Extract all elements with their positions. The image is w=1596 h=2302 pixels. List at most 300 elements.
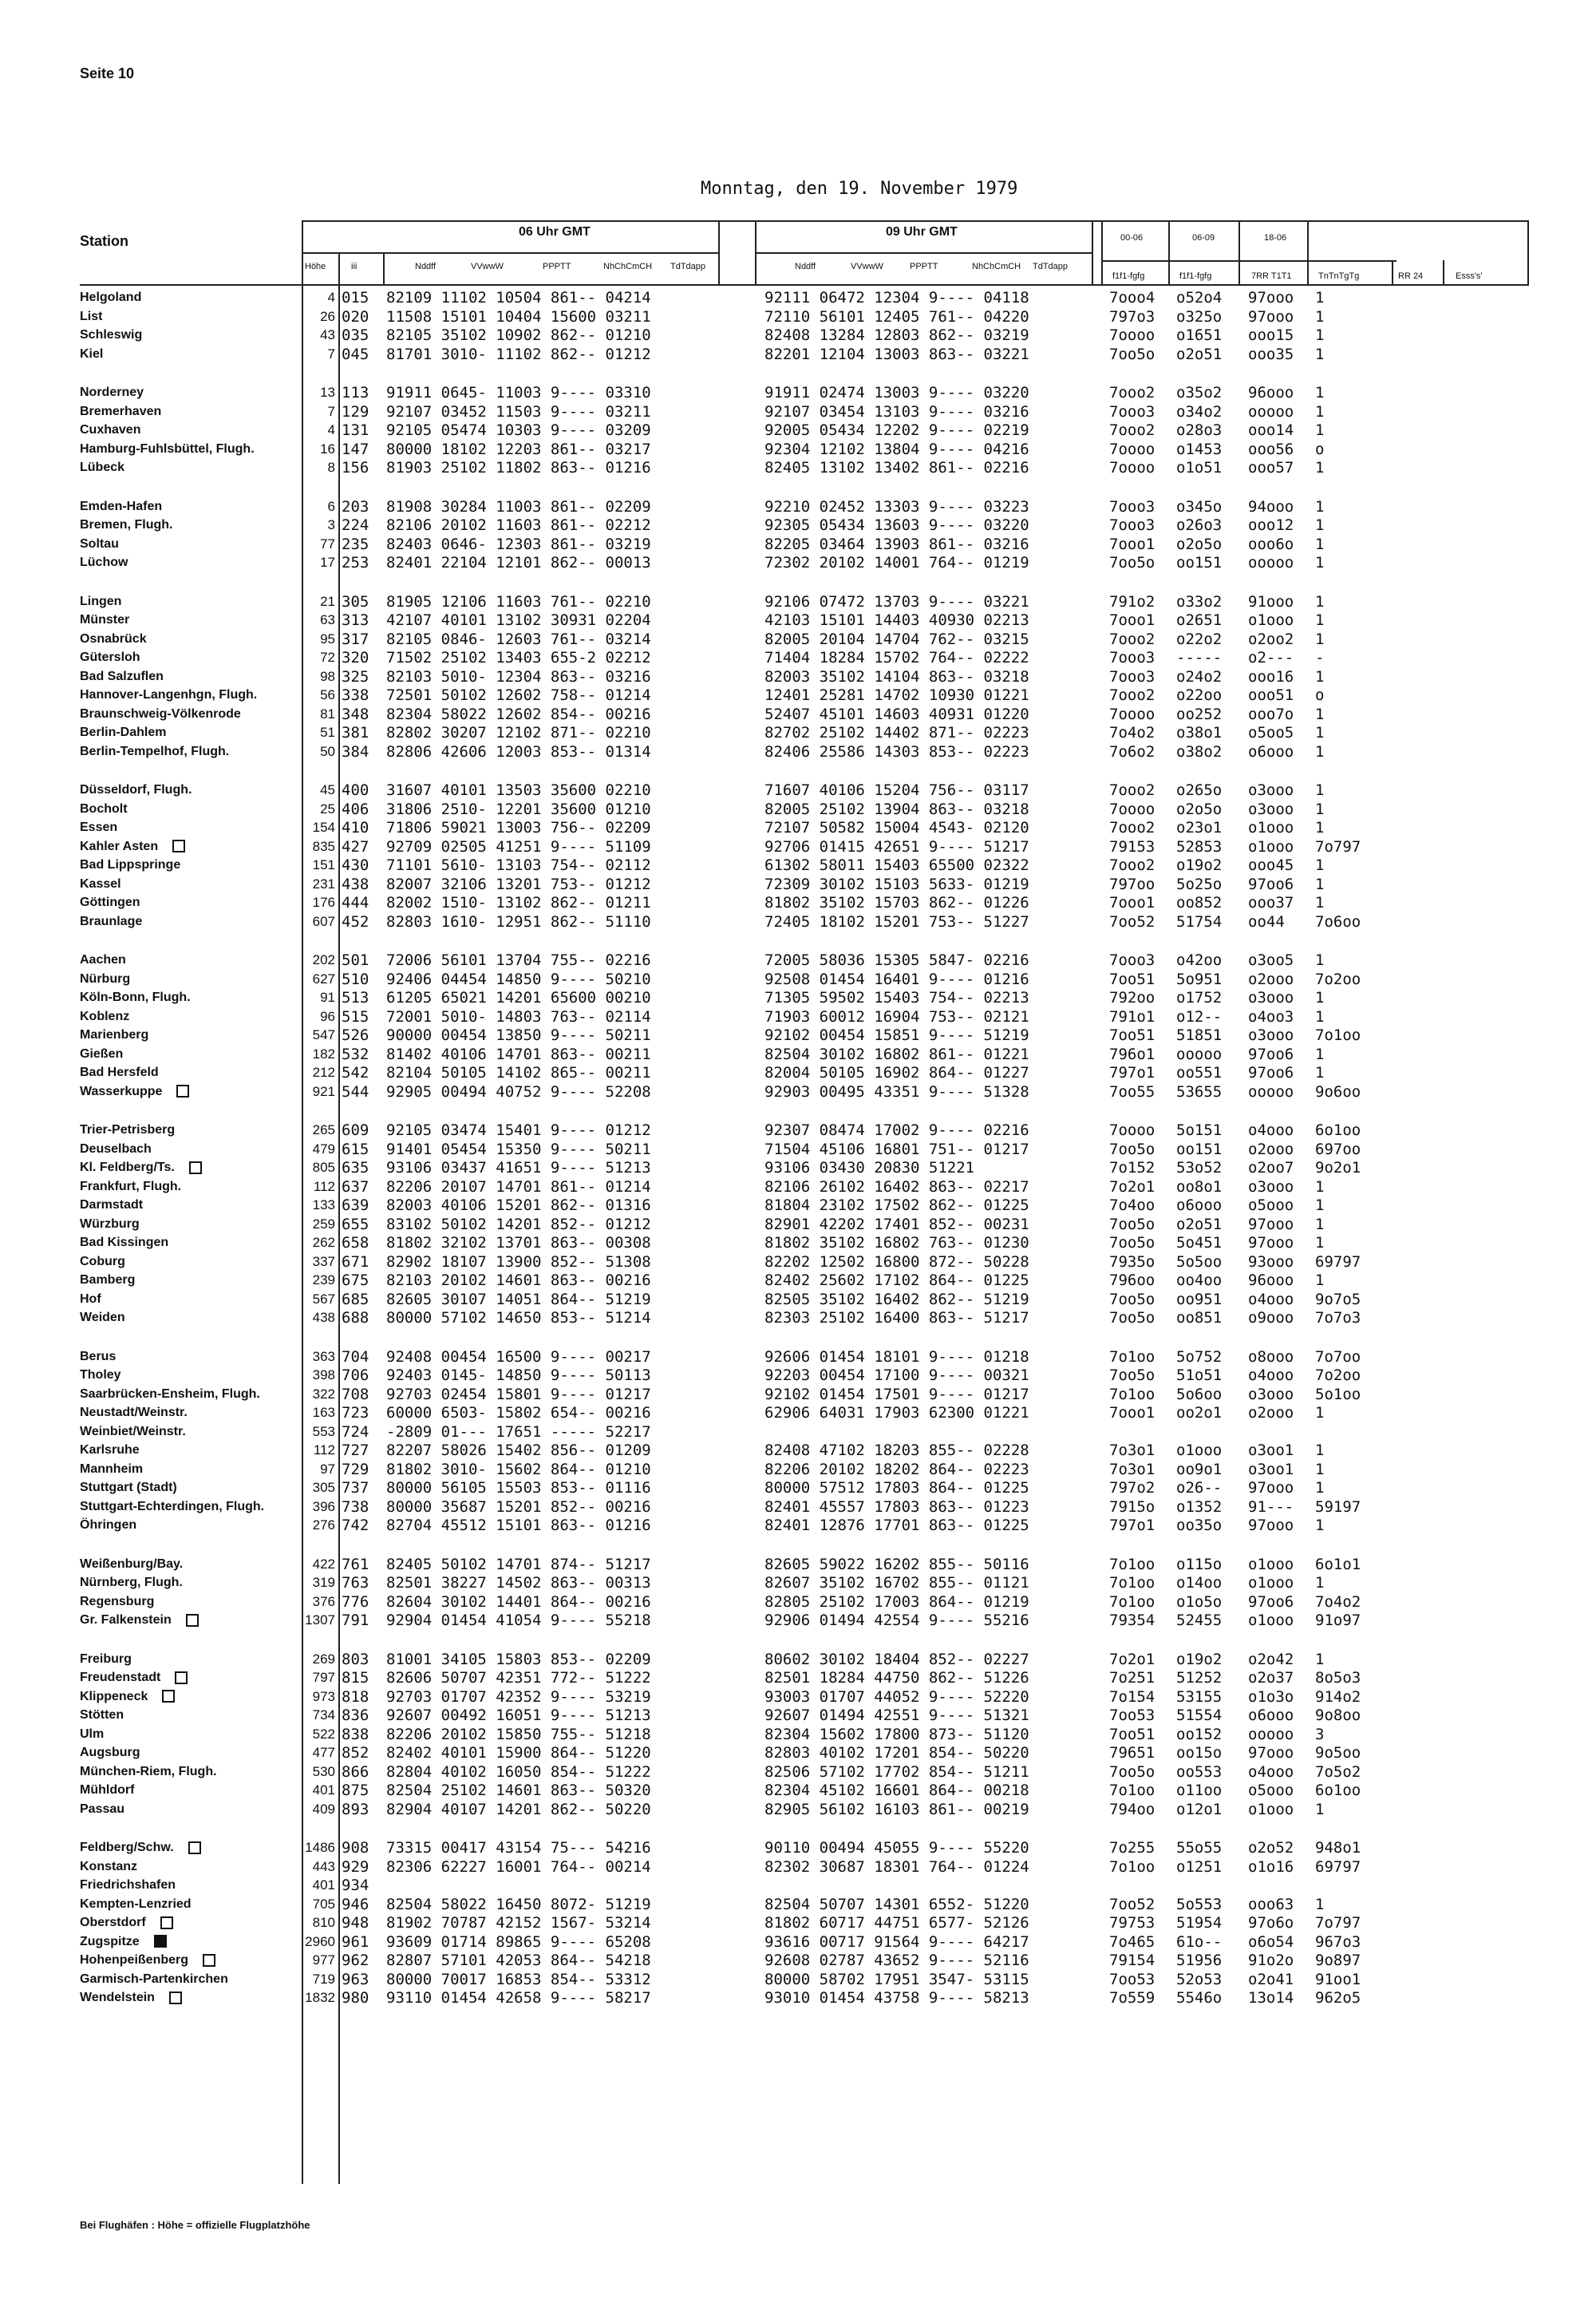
obs-06: [386, 1688, 737, 1706]
group-18-06: [1248, 1839, 1304, 1857]
obs-06-text: 80000 35687 15201 852-- 00216: [386, 1497, 651, 1516]
group-06-09-text: 5o6oo: [1176, 1385, 1223, 1403]
group-extra-text: 7o7oo: [1315, 1347, 1361, 1366]
station-height-text: 363: [312, 1348, 335, 1364]
group-00-06: [1109, 838, 1165, 856]
station-name-text: Gießen: [80, 1046, 124, 1061]
group-06-09-text: o52o4: [1176, 289, 1223, 307]
station-name-text: Wendelstein: [80, 1991, 155, 2004]
station-name: [80, 913, 287, 931]
station-height: [295, 1026, 335, 1044]
group-18-06-text: 93ooo: [1248, 1252, 1294, 1271]
group-06-09-text: o22oo: [1176, 686, 1223, 704]
group-extra-text: o: [1315, 686, 1325, 704]
obs-06: [386, 1971, 737, 1988]
group-extra-text: 1: [1315, 1272, 1325, 1289]
obs-09-text: 81802 35102 15703 862-- 01226: [764, 894, 1029, 912]
station-height: [295, 1801, 335, 1818]
station-name: [80, 1989, 287, 2007]
obs-06: [386, 989, 737, 1007]
station-height-text: 477: [312, 1745, 335, 1760]
table-row: [0, 1121, 1596, 1139]
group-extra-text: 1: [1315, 781, 1325, 799]
station-marker-box-icon: [189, 1161, 202, 1174]
table-row: [0, 1141, 1596, 1158]
group-00-06: [1109, 1574, 1165, 1592]
station-id-text: 791: [342, 1612, 369, 1629]
group-06-09: [1176, 536, 1232, 553]
group-extra-text: 1: [1315, 1574, 1325, 1592]
obs-09-text: 92102 01454 17501 9---- 01217: [764, 1385, 1029, 1403]
group-06-09-text: o345o: [1176, 497, 1223, 516]
station-height-text: 50: [320, 743, 335, 759]
station-name: [80, 1952, 287, 1969]
group-00-06-text: 7oo5o: [1109, 1140, 1156, 1158]
group-18-06: [1248, 1141, 1304, 1158]
station-height: [295, 1272, 335, 1289]
station-id: [342, 913, 380, 931]
station-name-text: Mühldorf: [80, 1783, 135, 1797]
group-06-09-text: oo151: [1176, 1140, 1223, 1158]
station-height: [295, 1159, 335, 1177]
obs-09-text: 52407 45101 14603 40931 01220: [764, 705, 1029, 723]
obs-06-text: 82103 20102 14601 863-- 00216: [386, 1272, 651, 1289]
obs-06: [386, 1612, 737, 1629]
group-06-09: [1176, 876, 1232, 893]
obs-09: [764, 1348, 1084, 1366]
group-06-09-text: 51554: [1176, 1707, 1223, 1724]
table-row: [0, 1651, 1596, 1668]
station-name-text: Passau: [80, 1802, 125, 1816]
station-name-text: Kl. Feldberg/Ts.: [80, 1161, 175, 1174]
group-00-06-text: 7oo5o: [1109, 1290, 1156, 1308]
group-extra-text: 1: [1315, 459, 1325, 477]
station-id-text: 542: [342, 1064, 369, 1082]
group-06-09-text: 5o451: [1176, 1234, 1223, 1252]
table-row: [0, 1367, 1596, 1384]
group-06-09: [1176, 1839, 1232, 1857]
station-name-text: Feldberg/Schw.: [80, 1841, 174, 1854]
station-id-text: 532: [342, 1045, 369, 1063]
station-id-text: 866: [342, 1762, 369, 1781]
table-row: [0, 1196, 1596, 1214]
header-0006: 00-06: [1120, 233, 1144, 243]
group-18-06-text: o2o42: [1248, 1650, 1294, 1668]
obs-06: [386, 516, 737, 534]
group-00-06-text: 7o1oo: [1109, 1592, 1156, 1611]
station-height-text: 239: [312, 1272, 335, 1287]
group-06-09-text: 61o--: [1176, 1932, 1223, 1951]
station-id-text: 742: [342, 1517, 369, 1534]
station-id: [342, 1593, 380, 1611]
obs-06-text: 82803 1610- 12951 862-- 51110: [386, 912, 651, 931]
group-extra-text: 69797: [1315, 1857, 1361, 1876]
table-row: [0, 801, 1596, 818]
group-18-06: [1248, 1178, 1304, 1196]
group-06-09-text: 51956: [1176, 1952, 1223, 1969]
station-name: [80, 1141, 287, 1158]
group-06-09-text: 51754: [1176, 912, 1223, 931]
station-height-text: 151: [312, 857, 335, 872]
obs-09-text: 82901 42202 17401 852-- 00231: [764, 1215, 1029, 1233]
station-id: [342, 1688, 380, 1706]
obs-09-text: 92508 01454 16401 9---- 01216: [764, 970, 1029, 988]
station-id-text: 776: [342, 1592, 369, 1611]
station-height-text: 443: [312, 1858, 335, 1874]
group-extra-text: 5o1oo: [1315, 1385, 1361, 1403]
group-06-09: [1176, 1669, 1232, 1687]
group-06-09-text: 55o55: [1176, 1839, 1223, 1857]
station-height: [295, 649, 335, 666]
station-height-text: 231: [312, 876, 335, 892]
table-row: [0, 1423, 1596, 1441]
group-00-06: [1109, 1858, 1165, 1876]
group-18-06-text: o4oo3: [1248, 1007, 1294, 1026]
group-00-06-text: 7ooo1: [1109, 1404, 1156, 1422]
group-extra: [1315, 1404, 1379, 1422]
station-name: [80, 743, 287, 761]
obs-09-text: 92111 06472 12304 9---- 04118: [764, 289, 1029, 307]
station-name: [80, 706, 287, 723]
group-extra: [1315, 706, 1379, 723]
group-06-09-text: 53155: [1176, 1687, 1223, 1706]
group-00-06-text: 7915o: [1109, 1497, 1156, 1516]
group-00-06-text: 79154: [1109, 1952, 1156, 1969]
obs-06: [386, 459, 737, 477]
obs-09-text: 82005 25102 13904 863-- 03218: [764, 800, 1029, 818]
obs-06: [386, 1498, 737, 1516]
table-row: [0, 1008, 1596, 1026]
obs-09: [764, 1196, 1084, 1214]
group-extra: [1315, 516, 1379, 534]
station-height: [295, 1933, 335, 1951]
obs-06-text: 82504 58022 16450 8072- 51219: [386, 1895, 651, 1913]
obs-09: [764, 1989, 1084, 2007]
group-extra: [1315, 1348, 1379, 1366]
group-00-06-text: 7o4oo: [1109, 1196, 1156, 1214]
station-name-text: Garmisch-Partenkirchen: [80, 1972, 228, 1986]
group-extra: [1315, 1008, 1379, 1026]
group-06-09-text: oo8o1: [1176, 1177, 1223, 1196]
group-extra: [1315, 876, 1379, 893]
group-06-09-text: 51954: [1176, 1914, 1223, 1932]
group-18-06-text: o1o16: [1248, 1857, 1294, 1876]
station-name-text: Helgoland: [80, 291, 142, 304]
table-row: [0, 1253, 1596, 1271]
station-name: [80, 1763, 287, 1781]
station-name-text: Nürnberg, Flugh.: [80, 1576, 183, 1589]
group-06-09-text: o265o: [1176, 781, 1223, 799]
station-id-text: 325: [342, 667, 369, 686]
group-extra: [1315, 1744, 1379, 1762]
obs-09-text: 92005 05434 12202 9---- 02219: [764, 421, 1029, 439]
group-18-06-text: ooo15: [1248, 326, 1294, 344]
obs-09: [764, 1896, 1084, 1913]
table-row: [0, 346, 1596, 363]
group-00-06: [1109, 593, 1165, 611]
station-id: [342, 611, 380, 629]
header-esss: Esss's': [1456, 271, 1483, 281]
station-name: [80, 1858, 287, 1876]
obs-06-text: 92607 00492 16051 9---- 51213: [386, 1707, 651, 1724]
station-id: [342, 819, 380, 837]
station-height: [295, 1234, 335, 1252]
obs-06: [386, 1348, 737, 1366]
obs-09: [764, 384, 1084, 401]
group-18-06: [1248, 1952, 1304, 1969]
group-06-09: [1176, 1763, 1232, 1781]
station-height-text: 259: [312, 1216, 335, 1232]
station-id: [342, 838, 380, 856]
group-06-09-text: 53655: [1176, 1082, 1223, 1101]
group-18-06: [1248, 1253, 1304, 1271]
obs-06-text: 82109 11102 10504 861-- 04214: [386, 289, 651, 307]
col-rule-iii: [383, 252, 385, 284]
station-id: [342, 1216, 380, 1233]
group-extra: [1315, 441, 1379, 458]
group-extra-text: 7o5o2: [1315, 1762, 1361, 1781]
station-height-text: 182: [312, 1046, 335, 1062]
group-extra-text: 1: [1315, 1234, 1325, 1252]
obs-09-text: 82304 45102 16601 864-- 00218: [764, 1782, 1029, 1799]
group-18-06: [1248, 989, 1304, 1007]
group-18-06-text: o4ooo: [1248, 1367, 1294, 1384]
group-18-06-text: o3ooo: [1248, 781, 1294, 799]
group-18-06-text: ooo16: [1248, 667, 1294, 686]
group-extra: [1315, 1688, 1379, 1706]
group-00-06: [1109, 724, 1165, 742]
station-name-text: Berus: [80, 1349, 117, 1363]
station-name: [80, 326, 287, 344]
station-name: [80, 724, 287, 742]
group-00-06-text: 7o3o1: [1109, 1460, 1156, 1478]
group-00-06-text: 7o1oo: [1109, 1857, 1156, 1876]
header-rr24: RR 24: [1398, 271, 1424, 281]
col-rule-right-7: [1527, 220, 1529, 284]
station-name: [80, 1423, 287, 1441]
station-id: [342, 1896, 380, 1913]
station-name-text: Friedrichshafen: [80, 1878, 176, 1892]
group-extra: [1315, 1083, 1379, 1101]
obs-06: [386, 1801, 737, 1818]
station-height-text: 627: [312, 971, 335, 987]
obs-06-text: 80000 70017 16853 854-- 53312: [386, 1970, 651, 1988]
station-id: [342, 781, 380, 799]
group-06-09-text: oo9o1: [1176, 1460, 1223, 1478]
obs-06: [386, 724, 737, 742]
group-06-09: [1176, 441, 1232, 458]
group-extra-text: 1: [1315, 1007, 1325, 1026]
group-00-06-text: 7ooo4: [1109, 289, 1156, 307]
group-extra-text: 6o1o1: [1315, 1555, 1361, 1573]
station-name: [80, 668, 287, 686]
table-row: [0, 1744, 1596, 1762]
group-00-06-text: 7ooo2: [1109, 819, 1156, 837]
station-id-text: 815: [342, 1669, 369, 1687]
group-extra-text: 914o2: [1315, 1687, 1361, 1706]
obs-09: [764, 1612, 1084, 1629]
obs-09: [764, 1688, 1084, 1706]
station-name-text: Klippeneck: [80, 1689, 148, 1703]
obs-06-text: 42107 40101 13102 30931 02204: [386, 611, 651, 629]
station-name: [80, 1196, 287, 1214]
group-06-09-text: o38o1: [1176, 724, 1223, 742]
col-rule-right-1: [1101, 220, 1103, 284]
station-id-text: 934: [342, 1877, 369, 1894]
station-name: [80, 1272, 287, 1289]
obs-06: [386, 1404, 737, 1422]
group-06-09: [1176, 593, 1232, 611]
group-extra-text: 9o7o5: [1315, 1290, 1361, 1308]
table-row: [0, 1026, 1596, 1044]
obs-06-text: 82405 50102 14701 874-- 51217: [386, 1555, 651, 1573]
obs-06: [386, 289, 737, 307]
station-name-text: Kempten-Lenzried: [80, 1897, 192, 1911]
station-id-text: 609: [342, 1121, 369, 1139]
group-extra: [1315, 1839, 1379, 1857]
group-extra: [1315, 894, 1379, 912]
group-18-06: [1248, 951, 1304, 969]
obs-06: [386, 403, 737, 421]
header-pppt-09: PPPTT: [910, 262, 938, 271]
group-06-09-text: o14oo: [1176, 1574, 1223, 1592]
table-row: [0, 1272, 1596, 1289]
station-height-text: 133: [312, 1197, 335, 1212]
group-00-06: [1109, 1782, 1165, 1799]
table-row: [0, 989, 1596, 1007]
station-name-text: Augsburg: [80, 1746, 140, 1759]
obs-09: [764, 631, 1084, 648]
obs-06: [386, 1159, 737, 1177]
obs-09-text: 82201 12104 13003 863-- 03221: [764, 345, 1029, 363]
group-06-09-text: o42oo: [1176, 951, 1223, 969]
table-row: [0, 1971, 1596, 1988]
station-height: [295, 1858, 335, 1876]
station-id: [342, 1574, 380, 1592]
table-row: [0, 1309, 1596, 1327]
obs-06: [386, 326, 737, 344]
obs-09: [764, 1026, 1084, 1044]
group-extra-text: o: [1315, 440, 1325, 458]
station-id-text: 836: [342, 1707, 369, 1724]
table-row: [0, 1517, 1596, 1534]
group-00-06-text: 7ooo2: [1109, 630, 1156, 648]
group-00-06: [1109, 876, 1165, 893]
obs-09: [764, 1593, 1084, 1611]
obs-06-text: 81802 32102 13701 863-- 00308: [386, 1234, 651, 1252]
obs-09: [764, 724, 1084, 742]
station-height: [295, 516, 335, 534]
obs-06-text: 82501 38227 14502 863-- 00313: [386, 1574, 651, 1592]
group-18-06: [1248, 1574, 1304, 1592]
obs-06-text: 92703 01707 42352 9---- 53219: [386, 1687, 651, 1706]
obs-09: [764, 1442, 1084, 1459]
group-extra: [1315, 1367, 1379, 1384]
obs-09-text: 72405 18102 15201 753-- 51227: [764, 912, 1029, 931]
group-18-06-text: 97o6o: [1248, 1914, 1294, 1932]
station-height-text: 479: [312, 1141, 335, 1157]
station-id: [342, 1253, 380, 1271]
header-rr: 7RR T1T1: [1251, 271, 1292, 281]
obs-06: [386, 1763, 737, 1781]
obs-09-text: 82406 25586 14303 853-- 02223: [764, 742, 1029, 761]
table-row: [0, 1442, 1596, 1459]
group-18-06: [1248, 1688, 1304, 1706]
group-06-09: [1176, 1933, 1232, 1951]
group-extra-text: 59197: [1315, 1497, 1361, 1516]
group-extra-text: 6o1oo: [1315, 1121, 1361, 1139]
group-00-06-text: 7o3o1: [1109, 1442, 1156, 1459]
obs-06-text: 82606 50707 42351 772-- 51222: [386, 1669, 651, 1687]
station-id-text: 224: [342, 516, 369, 534]
table-row: [0, 1216, 1596, 1233]
group-extra-text: 9o5oo: [1315, 1744, 1361, 1762]
group-extra: [1315, 1952, 1379, 1969]
obs-09-text: 92608 02787 43652 9---- 52116: [764, 1952, 1029, 1969]
obs-09-text: 81802 60717 44751 6577- 52126: [764, 1914, 1029, 1932]
group-extra: [1315, 1612, 1379, 1629]
group-00-06-text: 7o4o2: [1109, 724, 1156, 742]
table-row: [0, 1933, 1596, 1951]
obs-06-text: 91911 0645- 11003 9---- 03310: [386, 384, 651, 401]
obs-09-text: 92305 05434 13603 9---- 03220: [764, 516, 1029, 534]
obs-09-text: 82506 57102 17702 854-- 51211: [764, 1762, 1029, 1781]
group-18-06: [1248, 1726, 1304, 1743]
station-name: [80, 1782, 287, 1799]
group-06-09-text: ooooo: [1176, 1045, 1223, 1063]
station-height: [295, 308, 335, 326]
group-06-09: [1176, 421, 1232, 439]
obs-06-text: 82902 18107 13900 852-- 51308: [386, 1252, 651, 1271]
obs-06-text: -2809 01--- 17651 ----- 52217: [386, 1422, 651, 1441]
obs-06-text: 92904 01454 41054 9---- 55218: [386, 1612, 651, 1629]
group-18-06: [1248, 1498, 1304, 1516]
header-nhcl-09: NhChCmCH: [972, 262, 1021, 271]
group-06-09: [1176, 1141, 1232, 1158]
station-name: [80, 951, 287, 969]
station-height: [295, 743, 335, 761]
group-18-06-text: ooo12: [1248, 516, 1294, 534]
group-18-06: [1248, 1008, 1304, 1026]
obs-09: [764, 1234, 1084, 1252]
obs-09-text: 82003 35102 14104 863-- 03218: [764, 667, 1029, 686]
group-extra-text: 697oo: [1315, 1140, 1361, 1158]
station-marker-box-icon: [154, 1935, 167, 1948]
group-18-06-text: 97ooo: [1248, 1479, 1294, 1497]
group-extra: [1315, 421, 1379, 439]
table-row: [0, 1593, 1596, 1611]
station-height-text: 607: [312, 913, 335, 929]
obs-06: [386, 346, 737, 363]
group-00-06: [1109, 611, 1165, 629]
station-id: [342, 649, 380, 666]
group-extra: [1315, 1442, 1379, 1459]
group-06-09-text: o1ooo: [1176, 1442, 1223, 1459]
obs-09-text: 61302 58011 15403 65500 02322: [764, 856, 1029, 874]
station-name: [80, 346, 287, 363]
group-06-09: [1176, 1801, 1232, 1818]
station-name-text: Saarbrücken-Ensheim, Flugh.: [80, 1386, 260, 1401]
group-18-06: [1248, 1971, 1304, 1988]
station-name: [80, 876, 287, 893]
group-06-09: [1176, 743, 1232, 761]
group-extra-text: 1: [1315, 384, 1325, 401]
obs-06: [386, 1461, 737, 1478]
obs-06-text: 80000 18102 12203 861-- 03217: [386, 440, 651, 458]
group-18-06: [1248, 1367, 1304, 1384]
station-name-text: List: [80, 309, 103, 323]
group-extra: [1315, 743, 1379, 761]
